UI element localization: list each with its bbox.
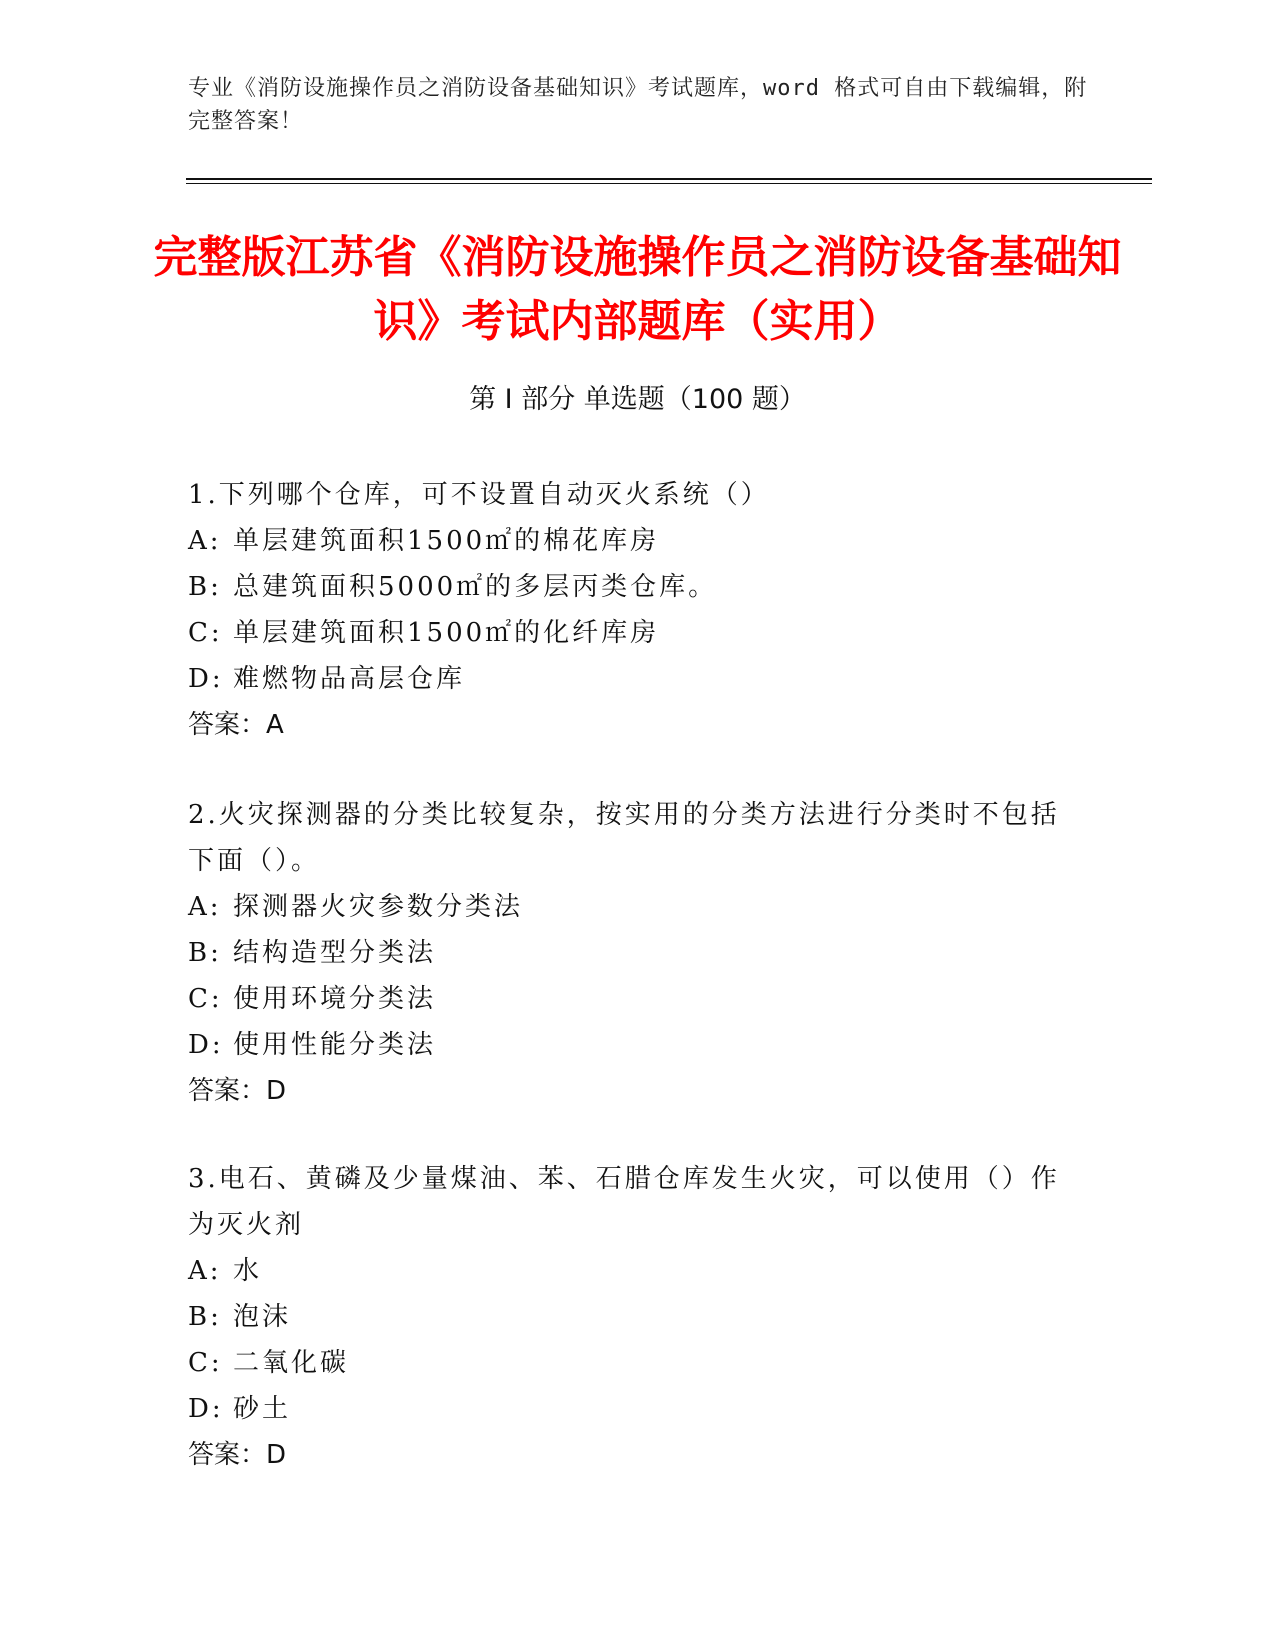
question-block: [188, 792, 1068, 1114]
option-key: C:: [188, 618, 223, 648]
header-divider-thin: [186, 183, 1152, 184]
question-stem: 2.火灾探测器的分类比较复杂，按实用的分类方法进行分类时不包括下面（）。: [188, 800, 1060, 876]
option-text: 难燃物品高层仓库: [233, 664, 466, 694]
option-key: B:: [188, 572, 222, 602]
option-text: 结构造型分类法: [233, 938, 437, 968]
option-a: [188, 518, 1068, 564]
option-a: [188, 884, 1068, 930]
option-b: [188, 930, 1068, 976]
option-a: [188, 1248, 1068, 1294]
option-text: 探测器火灾参数分类法: [233, 892, 524, 922]
answer-line: 答案：A: [188, 710, 284, 740]
answer-line: 答案：D: [188, 1440, 287, 1470]
question-stem: 3.电石、黄磷及少量煤油、苯、石腊仓库发生火灾，可以使用（）作为灭火剂: [188, 1164, 1060, 1240]
option-b: [188, 1294, 1068, 1340]
option-text: 总建筑面积5000㎡的多层丙类仓库。: [233, 572, 718, 602]
option-key: C:: [188, 1348, 223, 1378]
question-stem: 1.下列哪个仓库，可不设置自动灭火系统（）: [188, 480, 770, 510]
option-key: D:: [188, 1394, 224, 1424]
header-note: 专业《消防设施操作员之消防设备基础知识》考试题库，word 格式可自由下载编辑，附完整答案！: [188, 76, 1088, 134]
document-title: 完整版江苏省《消防设施操作员之消防设备基础知识》考试内部题库（实用）: [153, 232, 1122, 347]
option-c: [188, 610, 1068, 656]
option-key: A:: [188, 1256, 222, 1286]
option-d: [188, 656, 1068, 702]
option-d: [188, 1386, 1068, 1432]
option-text: 泡沫: [233, 1302, 292, 1332]
option-text: 砂土: [233, 1394, 292, 1424]
option-key: A:: [188, 892, 222, 922]
option-c: [188, 976, 1068, 1022]
option-c: [188, 1340, 1068, 1386]
option-key: D:: [188, 664, 224, 694]
option-key: B:: [188, 938, 222, 968]
answer-line: 答案：D: [188, 1076, 287, 1106]
option-text: 使用环境分类法: [233, 984, 437, 1014]
option-key: D:: [188, 1030, 224, 1060]
header-divider-thick: [186, 178, 1152, 180]
option-d: [188, 1022, 1068, 1068]
question-block: [188, 472, 1068, 748]
option-key: C:: [188, 984, 223, 1014]
option-text: 二氧化碳: [233, 1348, 350, 1378]
option-text: 水: [233, 1256, 263, 1286]
option-key: B:: [188, 1302, 222, 1332]
option-text: 使用性能分类法: [233, 1030, 437, 1060]
section-heading: 第 I 部分 单选题（100 题）: [469, 384, 806, 415]
option-text: 单层建筑面积1500㎡的化纤库房: [233, 618, 660, 648]
option-text: 单层建筑面积1500㎡的棉花库房: [233, 526, 660, 556]
option-b: [188, 564, 1068, 610]
question-block: [188, 1156, 1068, 1478]
option-key: A:: [188, 526, 222, 556]
